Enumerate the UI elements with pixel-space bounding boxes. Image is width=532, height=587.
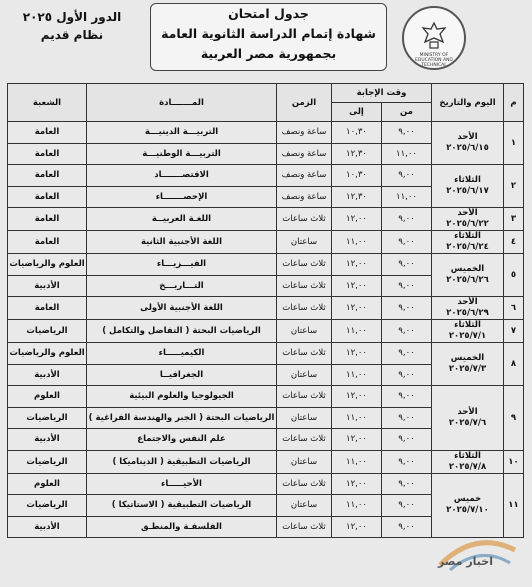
title-line-3: بجمهورية مصر العربية [200,46,337,61]
day-name: خميس [453,494,482,505]
exam-date: ٢٠٢٥/٦/٢٦ [446,275,489,285]
time-from: ٩,٠٠ [382,407,432,429]
time-from: ٩,٠٠ [382,320,432,343]
day-date-cell [432,231,504,254]
col-header-to: إلى [332,103,382,122]
branch-name: الرياضيات [8,407,87,429]
day-number: ٦ [504,297,524,320]
time-to: ١٠,٣٠ [332,122,382,144]
day-number: ٤ [504,231,524,254]
time-from: ٩,٠٠ [382,429,432,451]
day-number: ٢ [504,165,524,208]
time-to: ١٢,٠٠ [332,297,382,320]
exam-schedule-table [7,83,524,538]
table-row [8,386,524,408]
ministry-logo [402,6,466,70]
subject-name: الجغرافيــا [87,364,277,386]
branch-name: الرياضيات [8,450,87,473]
title-box [150,3,387,71]
day-name: الأحد [457,132,478,142]
time-to: ١٢,٠٠ [332,429,382,451]
col-header-num: م [504,84,524,122]
day-date-cell [432,165,504,208]
time-to: ١٢,٣٠ [332,143,382,165]
duration: ثلاث ساعات [277,208,332,231]
time-to: ١١,٠٠ [332,364,382,386]
watermark-text: اخبار مصر [438,555,493,568]
table-row [8,450,524,473]
col-header-from: من [382,103,432,122]
time-to: ١١,٠٠ [332,407,382,429]
table-row [8,208,524,231]
duration: ساعتان [277,364,332,386]
time-from: ٩,٠٠ [382,386,432,408]
day-name: الثلاثاء [454,231,481,241]
time-from: ٩,٠٠ [382,364,432,386]
system-text: نظام قديم [40,28,104,42]
branch-name: العلوم [8,473,87,495]
day-date-cell [432,386,504,451]
title-line-2: شهادة إتمام الدراسة الثانوية العامة [161,26,376,41]
time-from: ٩,٠٠ [382,343,432,365]
subject-name: علم النفس والاجتماع [87,429,277,451]
time-from: ١١,٠٠ [382,143,432,165]
time-to: ١٢,٠٠ [332,516,382,538]
subject-name: الاقتصـــــــاد [87,165,277,187]
time-from: ٩,٠٠ [382,495,432,517]
branch-name: العامة [8,186,87,208]
subject-name: الرياضيات البحتة ( التفاضل والتكامل ) [87,320,277,343]
branch-name: العلوم والرياضيات [8,254,87,276]
branch-name: الأدبية [8,516,87,538]
table-row [8,297,524,320]
subject-name: التربيـــة الوطنيـــة [87,143,277,165]
subject-name: الرياضيات التطبيقية ( الاستاتيكا ) [87,495,277,517]
branch-name: العامة [8,297,87,320]
branch-name: العامة [8,208,87,231]
table-row [8,231,524,254]
day-number: ١١ [504,473,524,538]
branch-name: الرياضيات [8,495,87,517]
time-from: ٩,٠٠ [382,122,432,144]
subject-name: اللغة الأجنبية الأولى [87,297,277,320]
time-to: ١١,٠٠ [332,495,382,517]
time-from: ٩,٠٠ [382,165,432,187]
branch-name: الأدبية [8,275,87,297]
day-number: ١ [504,122,524,165]
day-number: ٨ [504,343,524,386]
subject-name: الجيولوجيا والعلوم البيئية [87,386,277,408]
branch-name: العامة [8,231,87,254]
time-to: ١١,٠٠ [332,450,382,473]
col-header-branch: الشعبة [8,84,87,122]
exam-date: ٢٠٢٥/٦/١٥ [446,143,489,153]
duration: ثلاث ساعات [277,473,332,495]
time-from: ٩,٠٠ [382,254,432,276]
col-header-subject: المـــــــادة [87,84,277,122]
day-date-cell [432,208,504,231]
time-from: ٩,٠٠ [382,275,432,297]
time-to: ١٢,٣٠ [332,186,382,208]
subject-name: الإحصـــــــاء [87,186,277,208]
col-header-duration: الزمن [277,84,332,122]
branch-name: الأدبية [8,429,87,451]
time-to: ١٢,٠٠ [332,208,382,231]
watermark-logo [430,525,525,580]
exam-date: ٢٠٢٥/٦/٢٤ [446,242,489,252]
exam-date: ٢٠٢٥/٦/١٧ [446,186,489,196]
exam-date: ٢٠٢٥/٦/٢٩ [446,308,489,318]
table-row [8,165,524,187]
round-label [22,8,122,44]
duration: ثلاث ساعات [277,386,332,408]
duration: ثلاث ساعات [277,516,332,538]
time-to: ١٠,٣٠ [332,165,382,187]
duration: ساعتان [277,495,332,517]
branch-name: العامة [8,165,87,187]
day-name: الأحد [457,208,478,218]
subject-name: اللغـة العربيــة [87,208,277,231]
branch-name: الرياضيات [8,320,87,343]
day-number: ١٠ [504,450,524,473]
day-number: ٧ [504,320,524,343]
exam-date: ٢٠٢٥/٧/١٠ [446,505,489,516]
time-to: ١٢,٠٠ [332,254,382,276]
exam-date: ٢٠٢٥/٧/٦ [448,417,487,428]
subject-name: الفلسفـة والمنطـق [87,516,277,538]
table-row [8,122,524,144]
branch-name: العلوم [8,386,87,408]
duration: ساعتان [277,450,332,473]
time-to: ١٢,٠٠ [332,473,382,495]
day-date-cell [432,320,504,343]
duration: ثلاث ساعات [277,254,332,276]
subject-name: الرياضيات البحتة ( الجبر والهندسة الفراغية ) [87,407,277,429]
subject-name: التـــاريـــخ [87,275,277,297]
time-to: ١١,٠٠ [332,231,382,254]
day-number: ٣ [504,208,524,231]
time-from: ٩,٠٠ [382,450,432,473]
day-name: الخميس [450,353,485,363]
day-name: الثلاثاء [454,450,481,461]
duration: ساعتان [277,407,332,429]
duration: ساعة ونصف [277,143,332,165]
day-date-cell [432,343,504,386]
exam-date: ٢٠٢٥/٦/٢٢ [446,219,489,229]
time-to: ١٢,٠٠ [332,386,382,408]
day-name: الأحد [457,406,478,417]
subject-name: الرياضيات التطبيقية ( الديناميكا ) [87,450,277,473]
subject-name: اللغة الأجنبية الثانية [87,231,277,254]
table-row [8,473,524,495]
day-name: الأحد [457,297,478,307]
time-from: ٩,٠٠ [382,473,432,495]
subject-name: الفيـــزيـــاء [87,254,277,276]
subject-name: التربيـــة الدينيـــة [87,122,277,144]
branch-name: العامة [8,143,87,165]
time-from: ١١,٠٠ [382,186,432,208]
day-name: الثلاثاء [454,175,481,185]
duration: ساعة ونصف [277,165,332,187]
branch-name: العلوم والرياضيات [8,343,87,365]
day-date-cell [432,450,504,473]
time-to: ١٢,٠٠ [332,275,382,297]
logo-text: MINISTRY OF EDUCATION AND TECHNICAL [415,53,453,68]
branch-name: الأدبية [8,364,87,386]
duration: ساعة ونصف [277,122,332,144]
duration: ثلاث ساعات [277,275,332,297]
subject-name: الأحيـــــاء [87,473,277,495]
day-name: الخميس [450,264,485,274]
document-header [0,0,532,82]
duration: ثلاث ساعات [277,343,332,365]
duration: ثلاث ساعات [277,297,332,320]
duration: ساعتان [277,231,332,254]
day-number: ٥ [504,254,524,297]
subject-name: الكيميـــــاء [87,343,277,365]
day-date-cell [432,254,504,297]
time-from: ٩,٠٠ [382,231,432,254]
eagle-emblem-icon [418,20,450,52]
exam-date: ٢٠٢٥/٧/١ [448,331,487,341]
time-from: ٩,٠٠ [382,516,432,538]
time-to: ١١,٠٠ [332,320,382,343]
exam-date: ٢٠٢٥/٧/٣ [448,364,487,374]
round-text: الدور الأول ٢٠٢٥ [22,10,122,24]
col-header-day-date: اليوم والتاريخ [432,84,504,122]
duration: ثلاث ساعات [277,429,332,451]
branch-name: العامة [8,122,87,144]
day-number: ٩ [504,386,524,451]
duration: ساعة ونصف [277,186,332,208]
table-row [8,343,524,365]
col-header-answer-time: وقت الإجابة [332,84,432,103]
table-row [8,254,524,276]
day-name: الثلاثاء [454,320,481,330]
time-from: ٩,٠٠ [382,208,432,231]
time-to: ١٢,٠٠ [332,343,382,365]
title-line-1: جدول امتحان [228,6,309,21]
schedule-body [8,122,524,538]
day-date-cell [432,297,504,320]
table-row [8,320,524,343]
day-date-cell [432,122,504,165]
duration: ساعتان [277,320,332,343]
exam-date: ٢٠٢٥/٧/٨ [448,461,487,472]
time-from: ٩,٠٠ [382,297,432,320]
